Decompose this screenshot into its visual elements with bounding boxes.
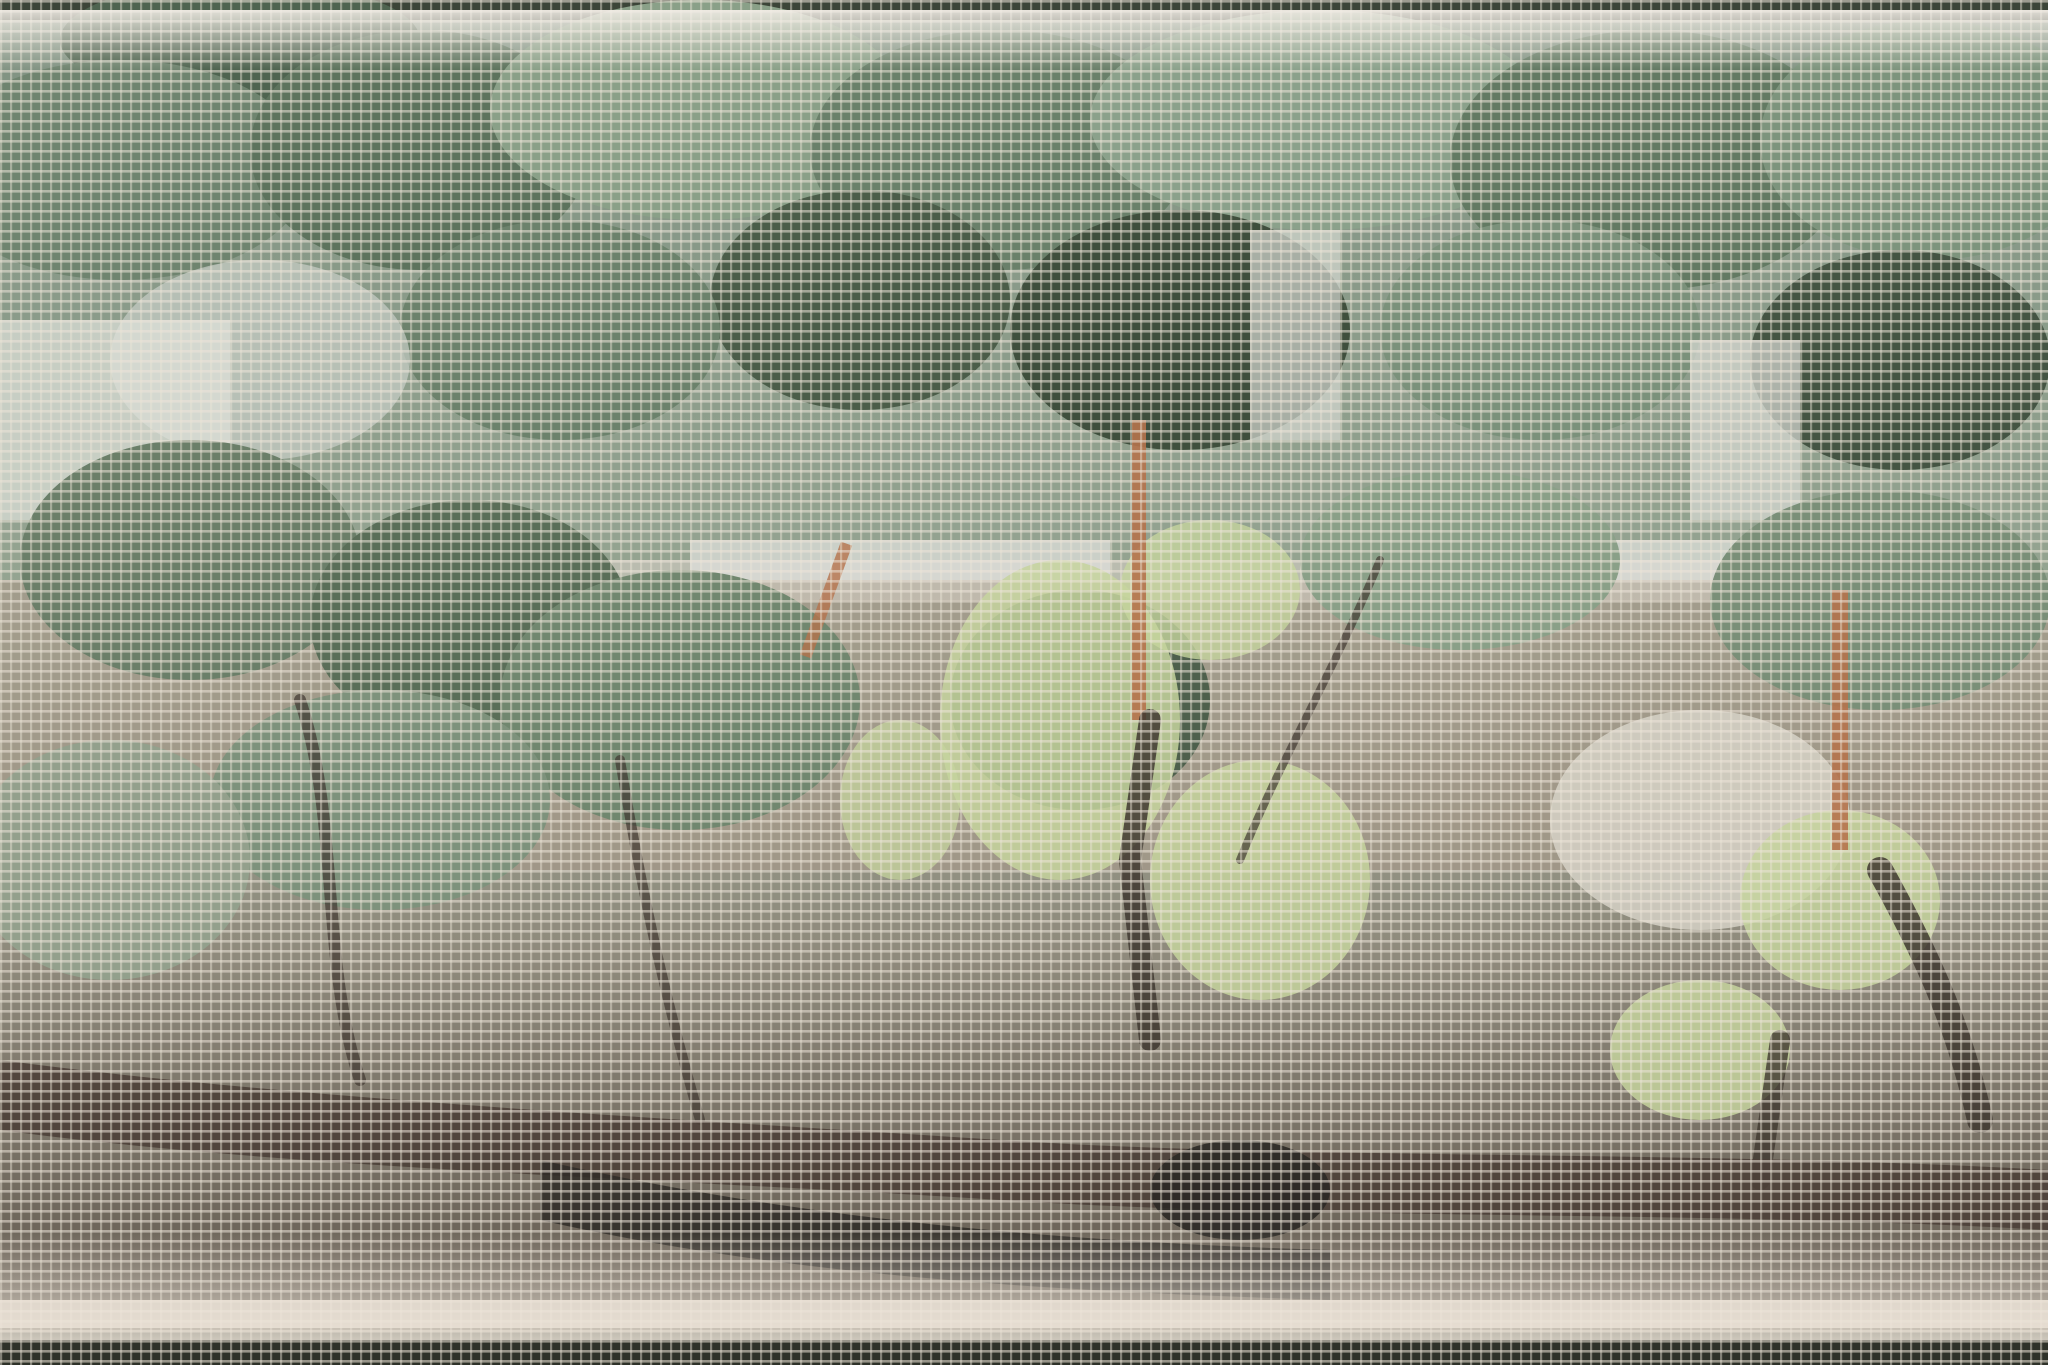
netting-top-fold bbox=[0, 10, 2048, 70]
netting-hem bbox=[0, 1300, 2048, 1328]
